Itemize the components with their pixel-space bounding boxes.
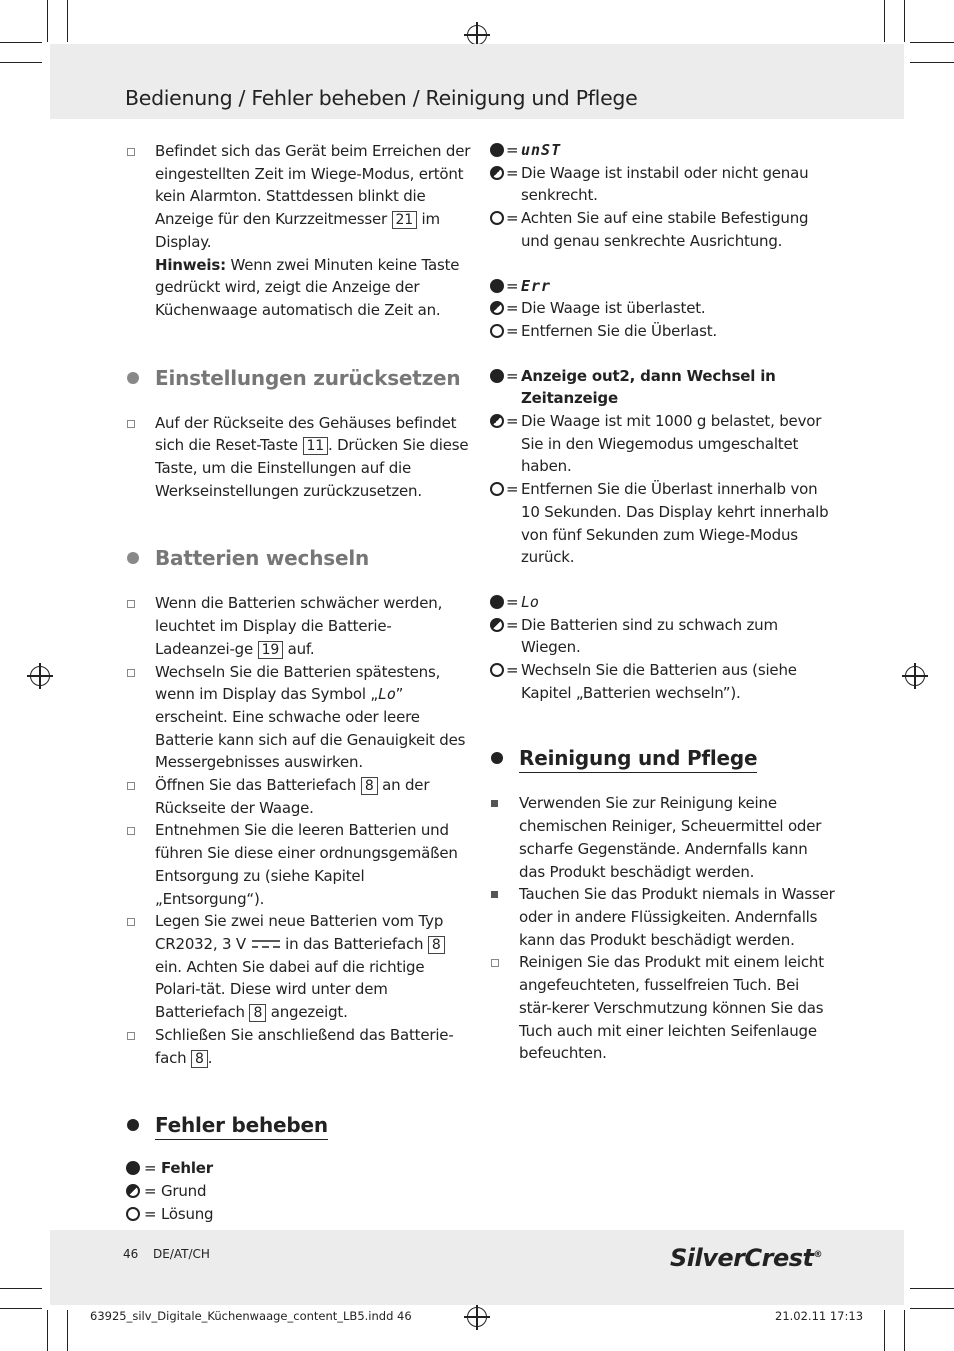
dc-voltage-icon [251, 938, 281, 950]
right-column [490, 139, 835, 1065]
list-item: Auf der Rückseite des Gehäuses befindet sich die Reset-Taste 11 . Drücken Sie diese Taste, um die Einstellungen auf die Werkseinstellungen zurückzusetzen. [126, 412, 471, 503]
list-item: Entnehmen Sie die leeren Batterien und führen Sie diese einer ordnungsgemäßen Entsorgung zu (siehe Kapitel „Entsorgung“). [126, 819, 471, 910]
reference-number: 11 [303, 437, 328, 455]
crop-mark [0, 1308, 42, 1309]
crop-mark [904, 0, 905, 42]
half-circle-icon [490, 301, 504, 315]
legend-error: = Fehler [126, 1157, 471, 1180]
registration-mark-icon [30, 666, 50, 686]
error-solution-row: = Achten Sie auf eine stabile Befestigung und genau senkrechte Ausrichtung. [490, 207, 835, 252]
list-item: Verwenden Sie zur Reinigung keine chemischen Reiniger, Scheuermittel oder scharfe Gegenstände. Andernfalls kann das Produkt beschädigt werden. [490, 792, 835, 883]
error-code-row: = Err [490, 275, 835, 298]
empty-circle-icon [490, 482, 504, 496]
crop-mark [67, 1310, 68, 1351]
square-bullet-icon [491, 891, 498, 898]
error-solution-row: = Entfernen Sie die Überlast innerhalb von 10 Sekunden. Das Display kehrt innerhalb von fünf Sekunden zum Wiege-Modus zurück. [490, 478, 835, 569]
crop-mark [884, 0, 885, 42]
section-heading-errors: Fehler beheben [126, 1111, 471, 1139]
reference-number: 19 [258, 641, 283, 659]
bullet-icon [127, 148, 135, 156]
half-circle-icon [490, 414, 504, 428]
reference-number: 8 [191, 1050, 208, 1068]
half-circle-icon [126, 1184, 140, 1198]
file-info: 63925_silv_Digitale_Küchenwaage_content_LB5.indd 46 [90, 1309, 412, 1323]
list-item: Reinigen Sie das Produkt mit einem leicht angefeuchteten, fusselfreien Tuch. Bei stär-kerer Verschmutzung können Sie das Tuch auch mit einer leichten Seifenlauge befeuchten. [490, 951, 835, 1065]
filled-circle-icon [126, 1161, 140, 1175]
bullet-icon [491, 959, 499, 967]
crop-mark [910, 1288, 954, 1289]
section-dot-icon [127, 372, 139, 384]
left-column [126, 140, 471, 1225]
crop-mark [47, 0, 48, 42]
empty-circle-icon [490, 211, 504, 225]
section-heading-reset: Einstellungen zurücksetzen [126, 364, 471, 392]
crop-mark [0, 42, 42, 43]
error-solution-row: = Entfernen Sie die Überlast. [490, 320, 835, 343]
error-solution-row: = Wechseln Sie die Batterien aus (siehe Kapitel „Batterien wechseln”). [490, 659, 835, 704]
hint-label: Hinweis: [155, 255, 226, 274]
section-dot-icon [127, 552, 139, 564]
legend-solution: = Lösung [126, 1203, 471, 1226]
list-item: Wenn die Batterien schwächer werden, leuchtet im Display die Batterie-Ladeanzei-ge 19 auf. [126, 592, 471, 660]
lo-display-symbol: Lo [378, 685, 396, 704]
square-bullet-icon [491, 800, 498, 807]
error-code-row: = Lo [490, 591, 835, 614]
crop-mark [0, 1288, 42, 1289]
brand-logo: SilverCrest® [670, 1244, 822, 1272]
error-cause-row: = Die Waage ist mit 1000 g belastet, bevor Sie in den Wiegemodus umgeschaltet haben. [490, 410, 835, 478]
bullet-icon [127, 669, 135, 677]
reference-number: 21 [392, 211, 417, 229]
reference-number: 8 [428, 936, 445, 954]
crop-mark [884, 1310, 885, 1351]
section-dot-icon [491, 752, 503, 764]
list-item: Tauchen Sie das Produkt niemals in Wasser oder in andere Flüssigkeiten. Andernfalls kann das Produkt beschädigt werden. [490, 883, 835, 951]
crop-mark [47, 1310, 48, 1351]
section-dot-icon [127, 1119, 139, 1131]
page-number: 46 [123, 1247, 139, 1261]
crop-mark [910, 62, 954, 63]
bullet-icon [127, 827, 135, 835]
crop-mark [67, 0, 68, 42]
registration-mark-icon [467, 25, 487, 45]
list-item: Öffnen Sie das Batteriefach 8 an der Rückseite der Waage. [126, 774, 471, 819]
error-cause-row: = Die Batterien sind zu schwach zum Wiegen. [490, 614, 835, 659]
crop-mark [0, 62, 42, 63]
page-title: Bedienung / Fehler beheben / Reinigung und Pflege [125, 86, 638, 110]
list-item: Wechseln Sie die Batterien spätestens, wenn im Display das Symbol „Lo” erscheint. Eine schwache oder leere Batterie kann sich auf die Genauigkeit des Messergebnisses auswirken. [126, 661, 471, 775]
date-info: 21.02.11 17:13 [775, 1309, 864, 1323]
empty-circle-icon [126, 1207, 140, 1221]
region-label: DE/AT/CH [153, 1247, 210, 1261]
list-item: Legen Sie zwei neue Batterien vom Typ CR2032, 3 V in das Batteriefach 8 ein. Achten Sie dabei auf die richtige Polari-tät. Diese wird unter dem Batteriefach 8 angezeigt. [126, 910, 471, 1024]
error-code-row: = Anzeige out2, dann Wechsel in Zeitanzeige [490, 365, 835, 410]
filled-circle-icon [490, 143, 504, 157]
bullet-icon [127, 918, 135, 926]
error-code: Anzeige out2, dann Wechsel in Zeitanzeige [521, 366, 776, 408]
empty-circle-icon [490, 663, 504, 677]
empty-circle-icon [490, 324, 504, 338]
error-cause-row: = Die Waage ist instabil oder nicht genau senkrecht. [490, 162, 835, 207]
error-code-row: = unST [490, 139, 835, 162]
bullet-icon [127, 782, 135, 790]
bullet-icon [127, 1032, 135, 1040]
half-circle-icon [490, 618, 504, 632]
error-code: unST [521, 141, 562, 159]
list-item: Befindet sich das Gerät beim Erreichen der eingestellten Zeit im Wiege-Modus, ertönt kein Alarmton. Stattdessen blinkt die Anzeige für den Kurzzeitmesser 21 im Display. Hinweis: Wenn zwei Minuten keine Taste gedrückt wird, zeigt die Anzeige der Küchenwaage automatisch die Zeit an. [126, 140, 471, 322]
list-item: Schließen Sie anschließend das Batterie-fach 8 . [126, 1024, 471, 1069]
error-code: Err [521, 276, 552, 295]
section-heading-care: Reinigung und Pflege [490, 744, 835, 772]
error-code: Lo [521, 592, 539, 611]
registration-mark-icon [467, 1307, 487, 1327]
filled-circle-icon [490, 369, 504, 383]
reference-number: 8 [249, 1004, 266, 1022]
filled-circle-icon [490, 279, 504, 293]
crop-mark [910, 1308, 954, 1309]
crop-mark [904, 1310, 905, 1351]
half-circle-icon [490, 166, 504, 180]
error-cause-row: = Die Waage ist überlastet. [490, 297, 835, 320]
filled-circle-icon [490, 595, 504, 609]
registration-mark-icon [905, 666, 925, 686]
crop-mark [910, 42, 954, 43]
section-heading-battery: Batterien wechseln [126, 544, 471, 572]
reference-number: 8 [361, 777, 378, 795]
bullet-icon [127, 420, 135, 428]
legend-cause: = Grund [126, 1180, 471, 1203]
bullet-icon [127, 600, 135, 608]
